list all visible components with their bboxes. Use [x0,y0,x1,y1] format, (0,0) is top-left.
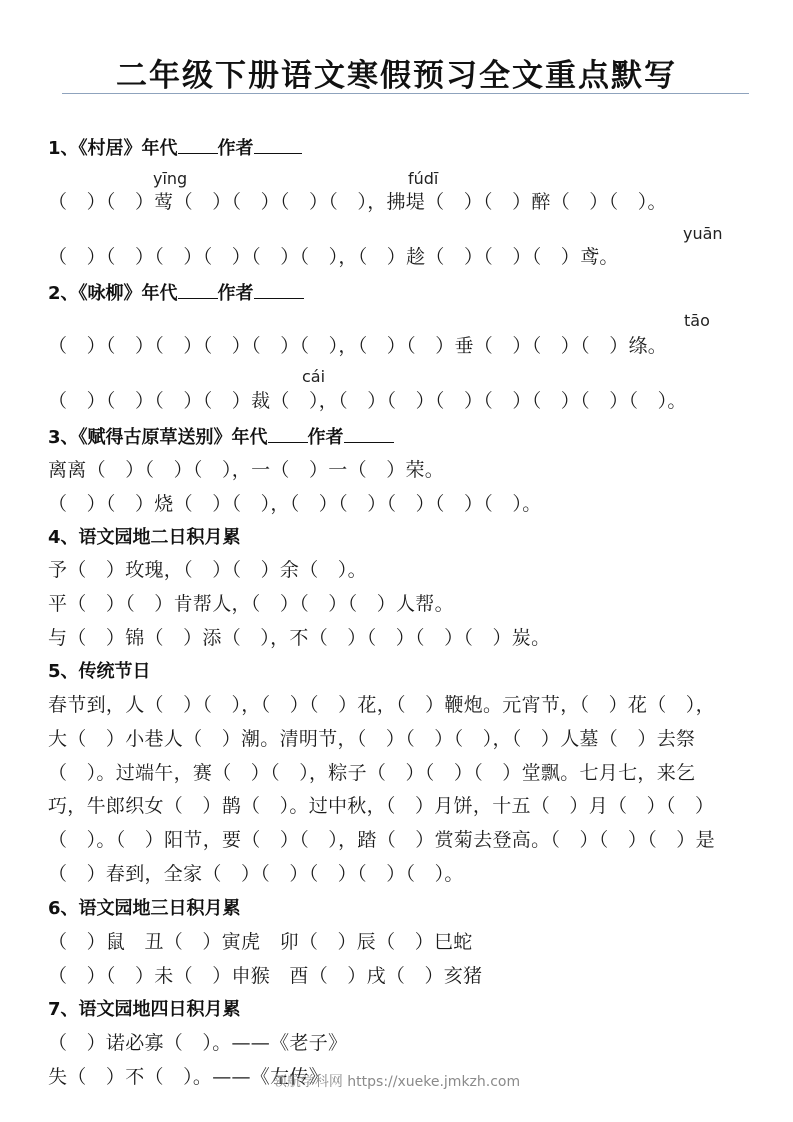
author-label: 作者 [307,427,344,448]
page-title: 二年级下册语文寒假预习全文重点默写 [116,58,677,94]
fill-line: （ ）（ ）烧（ ）（ ），（ ）（ ）（ ）（ ）（ ）。 [48,493,542,515]
fill-line: （ ）（ ）（ ）（ ）裁（ ），（ ）（ ）（ ）（ ）（ ）（ ）（ ）。 [48,390,687,412]
author-blank [254,284,304,299]
fill-line: 巧，牛郎织女（ ）鹊（ ）。过中秋，（ ）月饼，十五（ ）月（ ）（ ） [48,795,715,817]
fill-line: 失（ ）不（ ）。——《左传》 [48,1066,329,1088]
era-blank [268,428,308,443]
fill-line: 离离（ ）（ ）（ ），一（ ）一（ ）荣。 [48,459,445,481]
section-heading: 7、语文园地四日积月累 [48,999,241,1020]
section-heading: 5、传统节日 [48,661,151,682]
fill-line: （ ）。过端午，赛（ ）（ ），粽子（ ）（ ）（ ）堂飘。七月七，来乞 [48,762,696,784]
fill-line: 大（ ）小巷人（ ）潮。清明节，（ ）（ ）（ ），（ ）人墓（ ）去祭 [48,728,696,750]
heading-text: 3、《赋得古原草送别》年代 [48,427,268,448]
fill-line: （ ）。（ ）阳节，要（ ）（ ），踏（ ）赏菊去登高。（ ）（ ）（ ）是 [48,829,715,851]
author-blank [344,428,394,443]
pinyin-annotation: cái [302,367,326,386]
pinyin-annotation: yīng [153,169,188,188]
section-heading: 6、语文园地三日积月累 [48,898,241,919]
author-label: 作者 [217,138,254,159]
era-blank [178,284,218,299]
heading-text: 2、《咏柳》年代 [48,283,178,304]
fill-line: （ ）（ ）莺（ ）（ ）（ ）（ ），拂堤（ ）（ ）醉（ ）（ ）。 [48,191,667,213]
title-divider [62,93,749,94]
section-heading [48,134,302,160]
fill-line: （ ）（ ）（ ）（ ）（ ）（ ），（ ）（ ）垂（ ）（ ）（ ）绦。 [48,335,668,357]
author-blank [254,139,302,154]
fill-line: （ ）（ ）（ ）（ ）（ ）（ ），（ ）趁（ ）（ ）（ ）鸢。 [48,246,619,268]
fill-line: 平（ ）（ ）肯帮人，（ ）（ ）（ ）人帮。 [48,593,454,615]
fill-line: （ ）春到，全家（ ）（ ）（ ）（ ）（ ）。 [48,863,464,885]
fill-line: （ ）（ ）未（ ）申猴 酉（ ）戌（ ）亥猪 [48,965,483,987]
fill-line: 予（ ）玫瑰，（ ）（ ）余（ ）。 [48,559,367,581]
section-heading [48,423,394,449]
pinyin-annotation: fúdī [408,169,439,188]
heading-text: 1、《村居》年代 [48,138,178,159]
fill-line: 与（ ）锦（ ）添（ ），不（ ）（ ）（ ）（ ）炭。 [48,627,551,649]
fill-line: 春节到，人（ ）（ ），（ ）（ ）花，（ ）鞭炮。元宵节，（ ）花（ ）， [48,694,715,716]
author-label: 作者 [217,283,254,304]
era-blank [178,139,218,154]
section-heading: 4、语文园地二日积月累 [48,527,241,548]
watermark-footer: 领航学科网 https://xueke.jmkzh.com [272,1074,521,1090]
fill-line: （ ）鼠 丑（ ）寅虎 卯（ ）辰（ ）巳蛇 [48,931,473,953]
section-heading [48,279,304,305]
pinyin-annotation: yuān [683,224,723,243]
pinyin-annotation: tāo [684,311,710,330]
fill-line: （ ）诺必寡（ ）。——《老子》 [48,1032,348,1054]
